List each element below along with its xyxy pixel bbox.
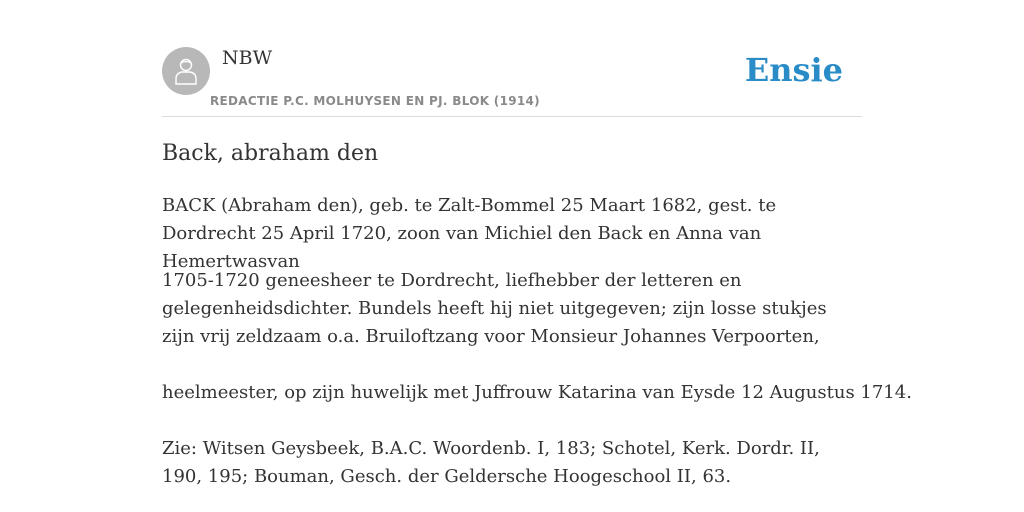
entry-title: Back, abraham den <box>162 141 379 166</box>
article-content <box>162 138 912 487</box>
article-paragraph: Zie: Witsen Geysbeek, B.A.C. Woordenb. I, 183; Schotel, Kerk. Dordr. II, 190, 195; Bouman, Gesch. der Geldersche Hoogeschool II, 63. <box>162 438 820 487</box>
person-outline-icon <box>174 57 198 85</box>
ensie-logo[interactable]: Ensie <box>744 51 843 89</box>
source-subtitle: REDACTIE P.C. MOLHUYSEN EN PJ. BLOK (1914) <box>210 94 540 108</box>
article-paragraph: BACK (Abraham den), geb. te Zalt-Bommel 25 Maart 1682, gest. te Dordrecht 25 April 1720, zoon van Michiel den Back en Anna van Hemertwasvan <box>162 195 777 272</box>
source-header <box>162 40 862 117</box>
article-paragraph: 1705-1720 geneesheer te Dordrecht, liefhebber der letteren en gelegenheidsdichter. Bundels heeft hij niet uitgegeven; zijn losse stukjes zijn vrij zeldzaam o.a. Bruiloftzang voor Monsieur Johannes Verpoorten, <box>162 270 827 347</box>
article-paragraph: heelmeester, op zijn huwelijk met Juffrouw Katarina van Eysde 12 Augustus 1714. <box>162 382 912 403</box>
source-name[interactable]: NBW <box>222 47 273 69</box>
user-avatar-icon <box>162 47 210 95</box>
